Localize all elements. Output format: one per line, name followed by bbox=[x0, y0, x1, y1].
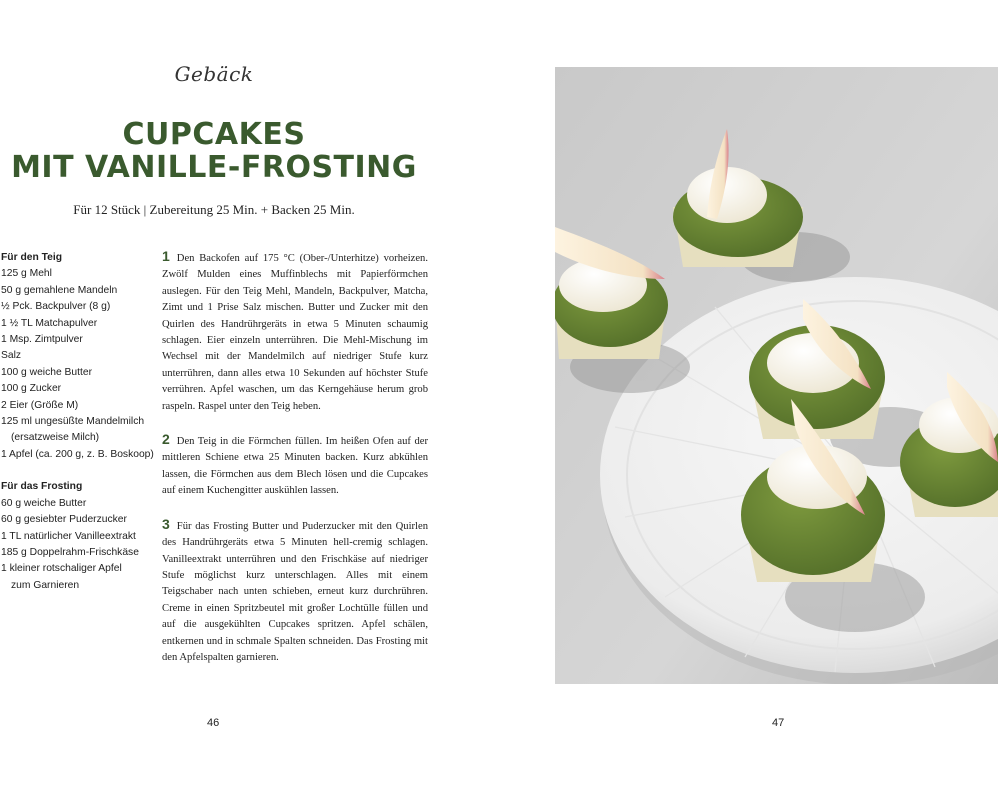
step-number: 2 bbox=[162, 431, 170, 448]
ingredient-item: 185 g Doppelrahm-Frischkäse bbox=[1, 546, 139, 558]
ingredient-item: 125 g Mehl bbox=[1, 268, 52, 280]
recipe-title-line-2: MIT VANILLE-FROSTING bbox=[11, 150, 417, 185]
ingredient-item: 100 g Zucker bbox=[1, 383, 62, 395]
cupcakes-photo bbox=[555, 67, 998, 684]
ingredient-item: 50 g gemahlene Mandeln bbox=[1, 284, 118, 296]
ingredient-item: 1 Apfel (ca. 200 g, z. B. Boskoop) bbox=[1, 448, 154, 460]
step-2 bbox=[162, 431, 428, 500]
frosting-heading: Für das Frosting bbox=[1, 481, 83, 493]
instructions bbox=[162, 248, 428, 682]
page-number-right: 47 bbox=[772, 717, 785, 729]
recipe-title bbox=[0, 118, 428, 184]
ingredient-item: 60 g gesiebter Puderzucker bbox=[1, 514, 127, 526]
category-label: Gebäck bbox=[174, 62, 254, 86]
ingredient-item: 2 Eier (Größe M) bbox=[1, 399, 79, 411]
step-text: Den Teig in die Förmchen füllen. Im heißen Ofen auf der mittleren Schiene etwa 25 Minuten backen. Kurz abkühlen lassen, die Förmchen aus dem Blech lösen und die Cupcakes auf einem Kuchengitter auskühlen lassen. bbox=[162, 436, 428, 497]
ingredient-item: Salz bbox=[1, 350, 22, 362]
step-number: 3 bbox=[162, 515, 170, 532]
ingredient-item: 100 g weiche Butter bbox=[1, 366, 93, 378]
ingredient-item: 60 g weiche Butter bbox=[1, 497, 87, 509]
ingredient-item: 1 Msp. Zimtpulver bbox=[1, 334, 83, 346]
recipe-title-line-1: CUPCAKES bbox=[122, 117, 306, 152]
ingredient-item: (ersatzweise Milch) bbox=[11, 432, 100, 444]
ingredient-item: 1 TL natürlicher Vanilleextrakt bbox=[1, 530, 136, 542]
ingredient-item: 1 kleiner rotschaliger Apfel bbox=[1, 563, 122, 575]
ingredients-list bbox=[1, 250, 154, 594]
ingredient-item: zum Garnieren bbox=[11, 579, 80, 591]
ingredient-item: ½ Pck. Backpulver (8 g) bbox=[1, 301, 111, 313]
ingredient-item: 1 ½ TL Matchapulver bbox=[1, 317, 98, 329]
page-number-left: 46 bbox=[207, 717, 220, 729]
dough-heading: Für den Teig bbox=[1, 252, 63, 263]
step-number: 1 bbox=[162, 248, 170, 264]
recipe-meta: Für 12 Stück | Zubereitung 25 Min. + Backen 25 Min. bbox=[73, 202, 355, 217]
step-1 bbox=[162, 248, 428, 415]
step-text: Den Backofen auf 175 °C (Ober-/Unterhitze) vorheizen. Zwölf Mulden eines Muffinblechs mit Papierförmchen auslegen. Für den Teig Mehl, Mandeln, Backpulver, Matcha, Zimt und 1 Prise Salz mischen. Butter und Zucker mit den Quirlen des Handrührgeräts in etwa 5 Minuten schaumig schlagen. Eier einzeln unterrühren. Die Mehl-Mischung im Wechsel mit der Mandelmilch auf niedriger Stufe kurz unterrühren, dann alles etwa 10 Sekunden auf höchster Stufe verrühren. Apfel waschen, um das Kerngehäuse herum grob raspeln. Raspel unter den Teig heben. bbox=[162, 253, 428, 412]
ingredients-spacer bbox=[1, 463, 151, 479]
step-3 bbox=[162, 516, 428, 667]
step-text: Für das Frosting Butter und Puderzucker mit den Quirlen des Handrührgeräts etwa 5 Minuten hell-cremig schlagen. Vanilleextrakt unterrühren und den Frischkäse auf niedriger Stufe möglichst kurz unterschlagen. Alles mit einem Teigschaber nach unten schieben, erneut kurz durchrühren. Creme in einen Spritzbeutel mit großer Lochtülle füllen und auf die ausgekühlten Cupcakes spritzen. Apfel schälen, entkernen und in schmale Spalten schneiden. Das Frosting mit den Apfelspalten garnieren. bbox=[162, 520, 428, 663]
ingredient-item: 125 ml ungesüßte Mandelmilch bbox=[1, 416, 145, 428]
